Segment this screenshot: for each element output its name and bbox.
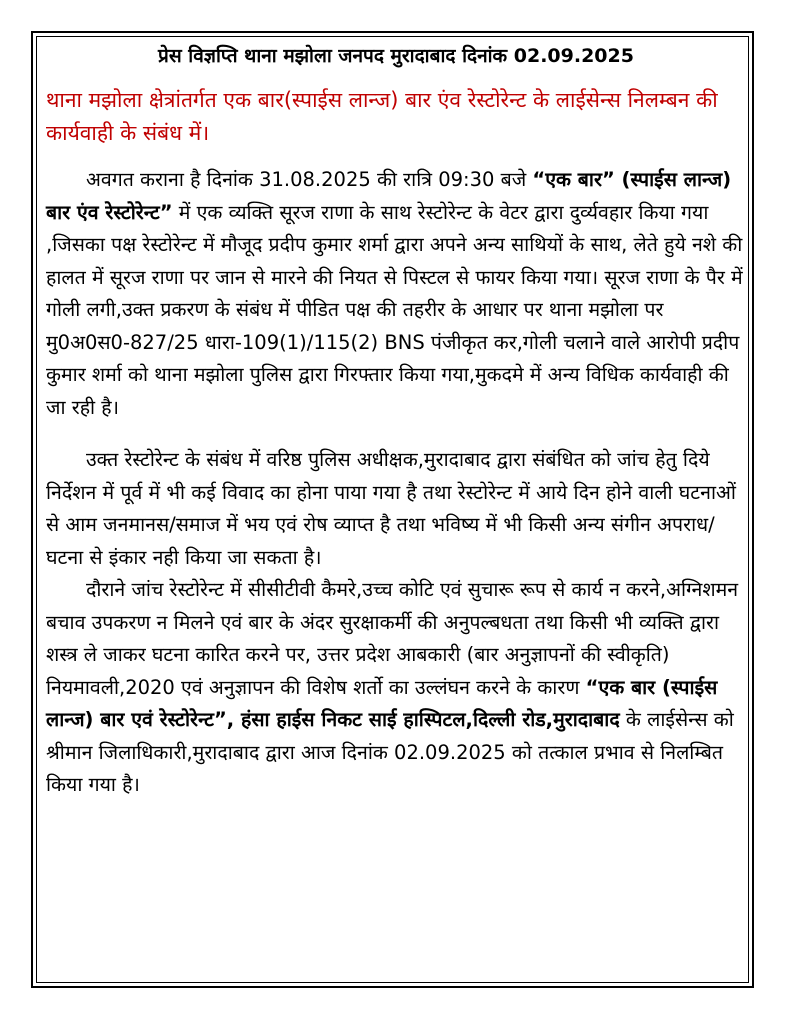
paragraph-incident-text-1: अवगत कराना है दिनांक 31.08.2025 की रात्रि 09:30 बजे bbox=[86, 168, 533, 191]
paragraph-incident-text-2: में एक व्यक्ति सूरज राणा के साथ रेस्टोरेन्ट के वेटर द्वारा दुर्व्यवहार किया गया ,जिसका पक्ष रेस्टोरेन्ट में मौजूद प्रदीप कुमार शर्मा द्वारा अपने अन्य साथियों के साथ, लेते हुये नशे की हालत में सूरज राणा पर जान से मारने की नियत से पिस्टल से फायर किया गया। सूरज राणा के पैर में गोली लगी,उक्त प्रकरण के संबंध में पीडित पक्ष की तहरीर के आधार पर थाना मझोला पर मु0अ0स0-827/25 धारा-109(1)/115(2) BNS पंजीकृत कर,गोली चलाने वाले आरोपी प्रदीप कुमार शर्मा को थाना मझोला पुलिस द्वारा गिरफ्तार किया गया,मुकदमे में अन्य विधिक कार्यवाही की जा रही है। bbox=[46, 200, 743, 419]
paragraph-investigation: उक्त रेस्टोरेन्ट के संबंध में वरिष्ठ पुलिस अधीक्षक,मुरादाबाद द्वारा संबंधित को जांच हेतु दिये निर्देशन में पूर्व में भी कई विवाद का होना पाया गया है तथा रेस्टोरेन्ट में आये दिन होने वाली घटनाओं से आम जनमानस/समाज में भय एवं रोष व्याप्त है तथा भविष्य में भी किसी अन्य संगीन अपराध/घटना से इंकार नही किया जा सकता है। bbox=[46, 448, 736, 569]
paragraph-suspension bbox=[46, 574, 746, 802]
paragraph-gap bbox=[46, 424, 746, 444]
establishment-name: “एक बार” (स्पाईस लान्ज) बार एंव रेस्टोरेन्ट” bbox=[46, 168, 732, 224]
press-release bbox=[46, 42, 746, 802]
paragraph-suspension-text-2: के लाईसेन्स को श्रीमान जिलाधिकारी,मुरादाबाद द्वारा आज दिनांक 02.09.2025 को तत्काल प्रभाव से निलम्बित किया गया है। bbox=[46, 708, 734, 796]
paragraph-suspension-text-1: दौराने जांच रेस्टोरेन्ट में सीसीटीवी कैमरे,उच्च कोटि एवं सुचारू रूप से कार्य न करने,अग्निशमन बचाव उपकरण न मिलने एवं बार के अंदर सुरक्षाकर्मी की अनुपल्बधता तथा किसी भी व्यक्ति द्वारा शस्त्र ले जाकर घटना कारित करने पर, उत्तर प्रदेश आबकारी (बार अनुज्ञापनों की स्वीकृति) नियमावली,2020 एवं अनुज्ञापन की विशेष शर्तो का उल्लंघन करने के कारण bbox=[46, 578, 739, 699]
paragraph-incident bbox=[46, 164, 746, 424]
establishment-address: “एक बार (स्पाईस लान्ज) बार एवं रेस्टोरेन्ट”, हंसा हाईस निकट साई हास्पिटल,दिल्ली रोड,मुरादाबाद bbox=[46, 675, 718, 731]
subject-line: थाना मझोला क्षेत्रांतर्गत एक बार(स्पाईस लान्ज) बार एंव रेस्टोरेन्ट के लाईसेन्स निलम्बन की कार्यवाही के संबंध में। bbox=[46, 88, 718, 145]
press-release-title: प्रेस विज्ञप्ति थाना मझोला जनपद मुरादाबाद दिनांक 02.09.2025 bbox=[158, 45, 634, 67]
